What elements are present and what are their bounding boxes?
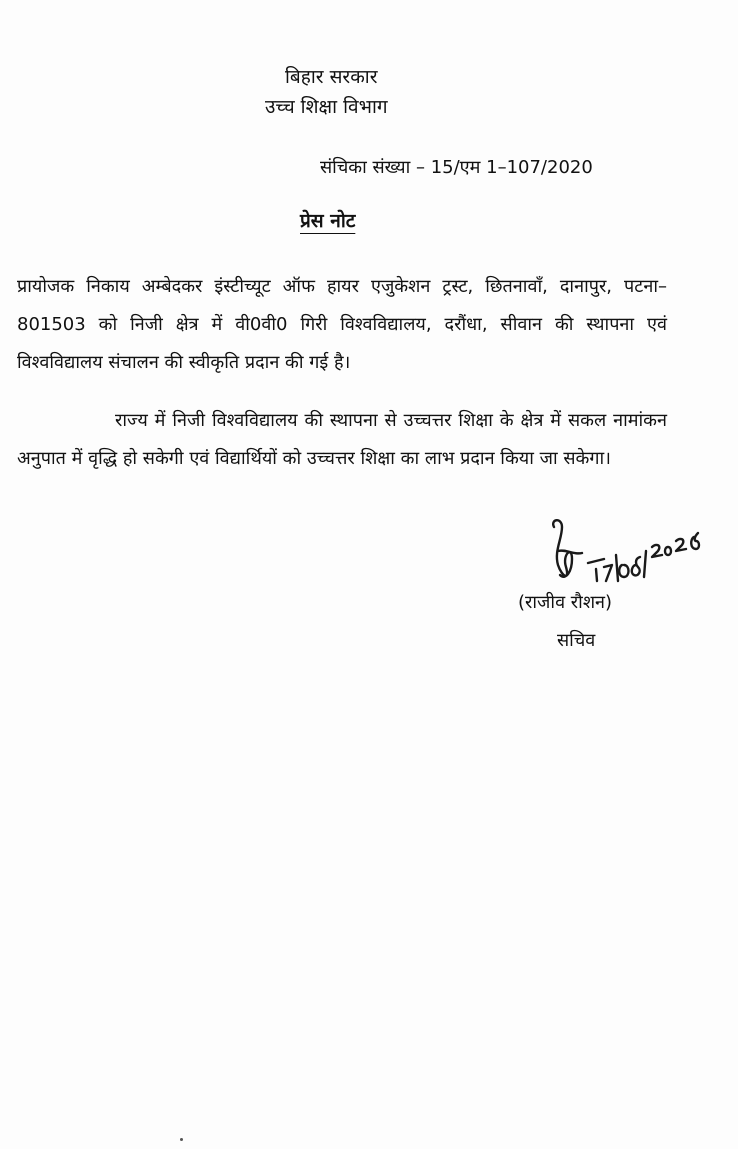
paragraph-1: प्रायोजक निकाय अम्बेदकर इंस्टीच्यूट ऑफ हायर एजुकेशन ट्रस्ट, छितनावाँ, दानापुर, पटना–801503 को निजी क्षेत्र में वी0वी0 गिरी विश्वविद्यालय, दरौंधा, सीवान की स्थापना एवं विश्वविद्यालय संचालन की स्वीकृति प्रदान की गई है। bbox=[17, 276, 667, 373]
organization-name: बिहार सरकार bbox=[285, 66, 378, 88]
signatory-designation: सचिव bbox=[557, 630, 596, 651]
signatory-name: (राजीव रौशन) bbox=[518, 592, 613, 613]
paragraph-2: राज्य में निजी विश्वविद्यालय की स्थापना से उच्चत्तर शिक्षा के क्षेत्र में सकल नामांकन अनुपात में वृद्धि हो सकेगी एवं विद्यार्थियों को उच्चत्तर शिक्षा का लाभ प्रदान किया जा सकेगा। bbox=[17, 410, 667, 469]
letterhead bbox=[265, 62, 465, 122]
scan-speck bbox=[180, 1138, 183, 1141]
file-number: संचिका संख्या – 15/एम 1–107/2020 bbox=[320, 157, 593, 178]
department-name: उच्च शिक्षा विभाग bbox=[265, 96, 388, 118]
handwritten-signature bbox=[548, 515, 718, 595]
document-title: प्रेस नोट bbox=[300, 210, 356, 232]
